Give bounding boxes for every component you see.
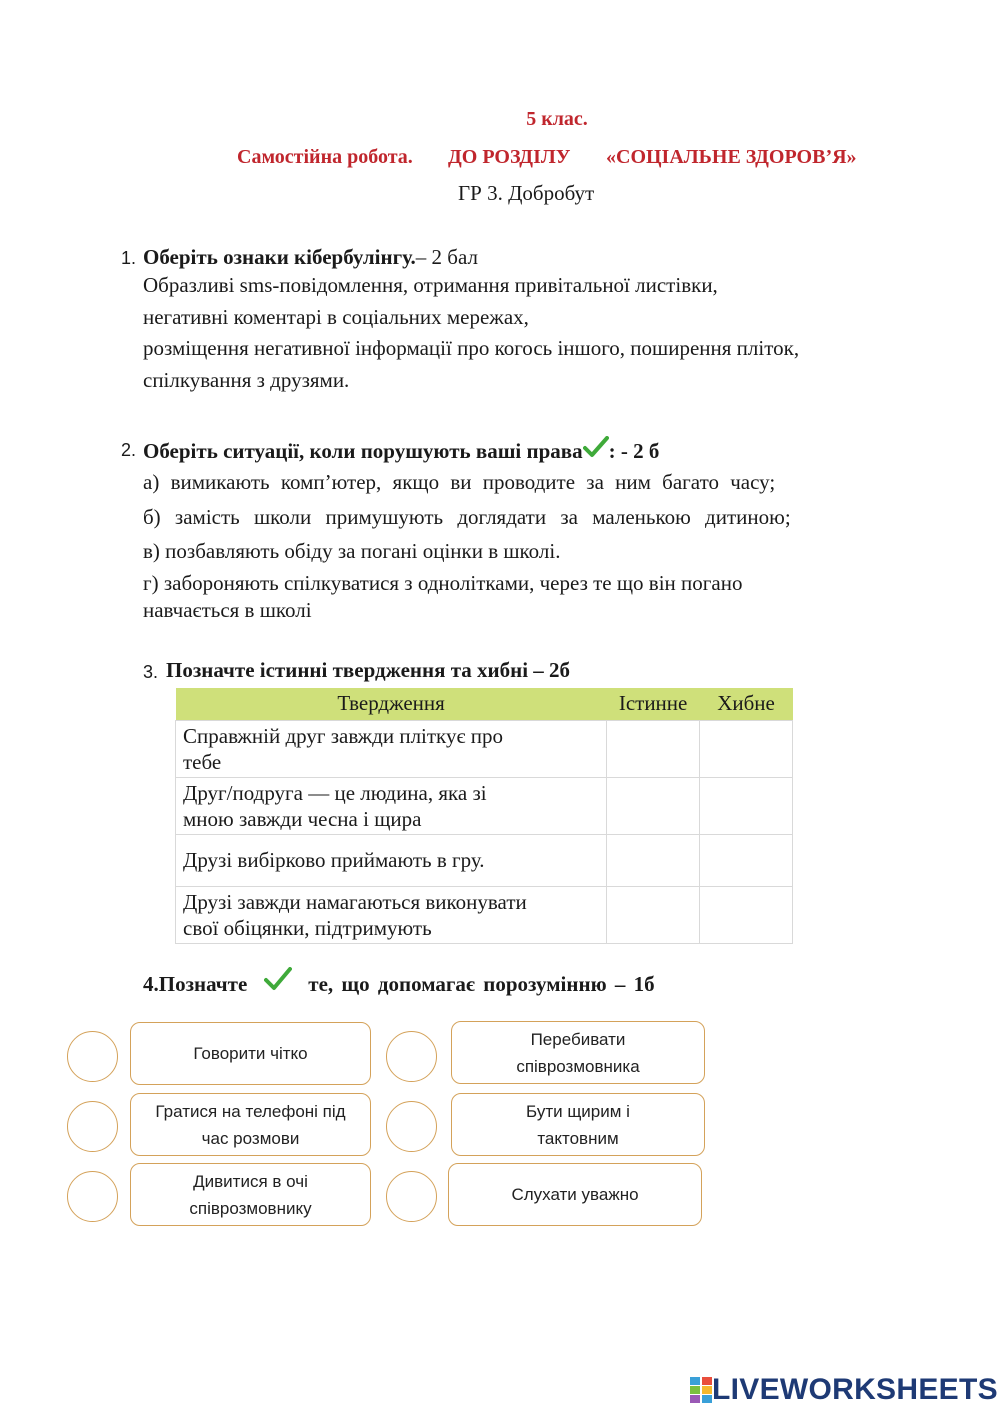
group-heading: ГР 3. Добробут [458,181,595,205]
table-row [176,886,793,943]
answer-circle[interactable] [67,1171,118,1222]
option-text: співрозмовника [516,1056,640,1076]
q4-title-end: те, що допомагає порозумінню – 1б [308,972,655,996]
false-cell[interactable] [700,886,793,943]
section-heading: ДО РОЗДІЛУ [448,146,571,168]
q2-number: 2. [121,440,137,460]
option-text: час розмови [201,1128,300,1148]
liveworksheets-icon [690,1377,712,1403]
answer-circle[interactable] [67,1031,118,1082]
option-listen-carefully [448,1163,702,1226]
option-text: співрозмовнику [189,1198,312,1218]
column-true: Істинне [607,688,700,720]
q2-option-a[interactable]: а) вимикають комп’ютер, якщо ви проводите за ним багато часу; [143,470,776,494]
table-row [176,720,793,777]
q1-option-line[interactable]: розміщення негативної інформації про когось іншого, поширення пліток, [143,336,800,360]
true-cell[interactable] [607,886,700,943]
option-play-phone [130,1093,371,1156]
q2-title: Оберіть ситуації, коли порушують ваші права [143,439,583,463]
q1-heading [143,245,478,270]
q2-option-d[interactable]: г) забороняють спілкуватися з однолітками, через те що він погано [143,571,743,595]
column-false: Хибне [700,688,793,720]
class-heading: 5 клас. [526,108,588,130]
option-be-sincere [451,1093,705,1156]
option-text: Говорити чітко [193,1044,308,1063]
statement-line: свої обіцянки, підтримують [183,915,432,940]
column-statement: Твердження [176,688,607,720]
answer-circle[interactable] [386,1101,437,1152]
option-text: Дивитися в очі [193,1171,308,1191]
option-text: Бути щирим і [526,1101,630,1121]
answer-circle[interactable] [386,1171,437,1222]
q3-number: 3. [143,662,159,682]
table-row [176,777,793,834]
work-heading: Самостійна робота. [237,146,413,168]
true-cell[interactable] [607,834,700,886]
statement-cell [176,720,607,777]
true-cell[interactable] [607,777,700,834]
false-cell[interactable] [700,720,793,777]
q2-option-c[interactable]: в) позбавляють обіду за погані оцінки в школі. [143,539,561,563]
statement-cell [176,886,607,943]
q3-title: Позначте істинні твердження та хибні – 2б [166,658,571,682]
true-cell[interactable] [607,720,700,777]
statement-line: Друзі завжди намагаються виконувати [183,889,527,914]
q1-option-line[interactable]: Образливі sms-повідомлення, отримання привітальної листівки, [143,273,718,297]
false-cell[interactable] [700,777,793,834]
statement-line: Справжній друг завжди пліткує про [183,723,503,748]
statement-line: Друзі вибірково приймають в гру. [183,848,485,872]
answer-circle[interactable] [386,1031,437,1082]
q1-title: Оберіть ознаки кібербулінгу. [143,245,416,269]
q1-number: 1. [121,248,137,268]
table-row [176,834,793,886]
q2-option-d-cont[interactable]: навчається в школі [143,598,312,622]
q2-option-b[interactable]: б) замість школи примушують доглядати за маленькою дитиною; [143,505,791,529]
option-speak-clearly [130,1022,371,1085]
logo-text: LIVEWORKSHEETS [712,1373,998,1406]
statement-line: мною завжди чесна і щира [183,806,422,831]
option-eye-contact [130,1163,371,1226]
check-icon [583,436,609,458]
check-icon [264,967,292,991]
q2-points: : - 2 б [608,439,660,463]
q2-heading [143,436,659,464]
false-cell[interactable] [700,834,793,886]
option-text: Слухати уважно [511,1185,639,1204]
q1-option-line[interactable]: негативні коментарі в соціальних мережах, [143,305,529,329]
statement-line: тебе [183,749,222,774]
liveworksheets-logo [690,1374,998,1406]
topic-heading: «СОЦІАЛЬНЕ ЗДОРОВ’Я» [606,146,857,168]
statement-cell [176,834,607,886]
q4-heading [143,967,655,997]
option-text: Гратися на телефоні під [155,1101,346,1121]
statement-line: Друг/подруга — це людина, яка зі [183,780,487,805]
option-text: тактовним [537,1128,619,1148]
option-interrupt [451,1021,705,1084]
q4-title-start: 4.Позначте [143,972,248,996]
q1-points: – 2 бал [415,245,478,269]
table-header-row [176,688,793,720]
answer-circle[interactable] [67,1101,118,1152]
q1-option-line[interactable]: спілкування з друзями. [143,368,350,392]
statements-table [175,688,793,944]
statement-cell [176,777,607,834]
option-text: Перебивати [530,1029,626,1049]
